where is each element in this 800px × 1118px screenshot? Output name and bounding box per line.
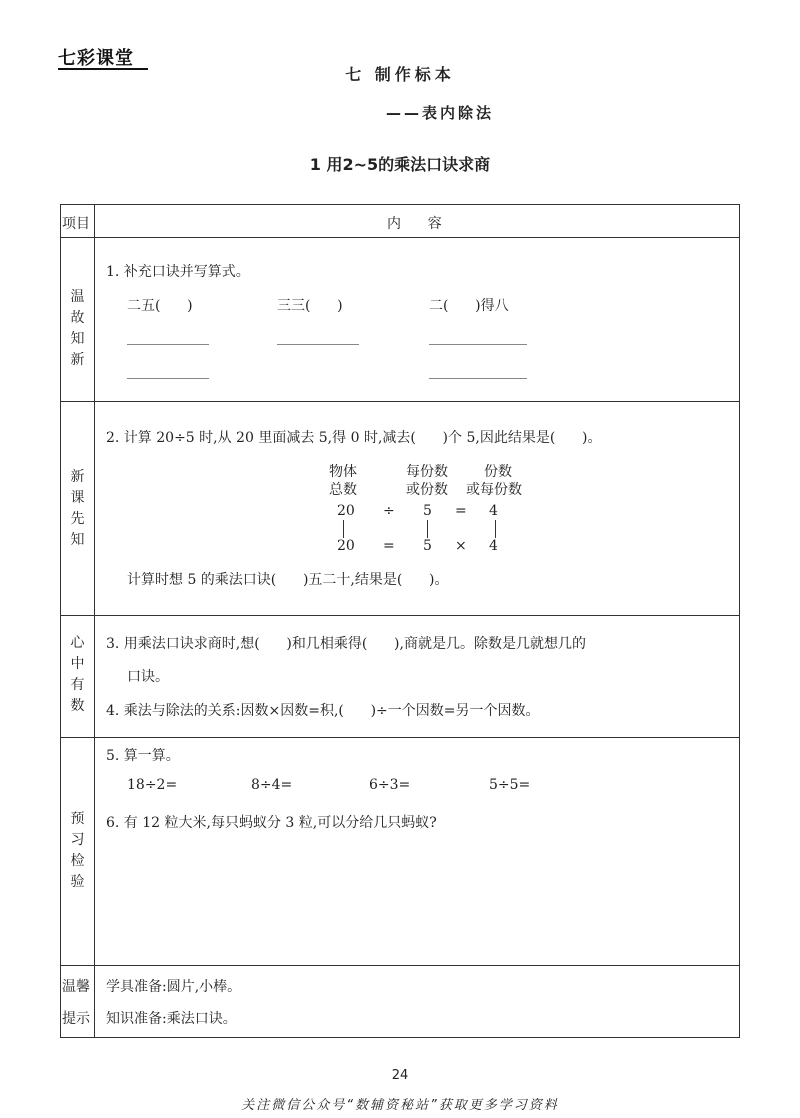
chapter-subtitle: ——表内除法 [386,104,495,122]
diagram-bottom-20: 20 [337,538,355,554]
row-label-char: 心 [70,635,85,651]
diagram-bottom-eq: = [383,538,395,554]
row-label-char: 有 [70,677,85,693]
question-3-line-1: 3. 用乘法口诀求商时,想( )和几相乘得( ),商就是几。除数是几就想几的 [106,636,586,652]
section-title: 1 用2~5的乘法口诀求商 [309,155,491,174]
row-label-tips-2: 提示 [62,1011,90,1027]
tip-1: 学具准备:圆片,小棒。 [106,979,242,995]
row-label-char: 新 [70,469,85,485]
diagram-head-2b: 或份数 [406,482,448,498]
diagram-head-3b: 或每份数 [466,482,522,498]
row-label-char: 数 [70,698,85,714]
answer-line[interactable] [127,378,209,379]
tip-2: 知识准备:乘法口诀。 [106,1011,237,1027]
diagram-bar [427,520,428,538]
diagram-head-3: 份数 [484,464,512,480]
question-1: 1. 补充口诀并写算式。 [106,264,250,280]
row-label-char: 知 [70,532,85,548]
question-2: 2. 计算 20÷5 时,从 20 里面减去 5,得 0 时,减去( )个 5,因此结果是( )。 [106,430,602,446]
diagram-top-4: 4 [489,503,498,519]
row-label-char: 先 [70,511,85,527]
row-label-char: 课 [70,490,85,506]
fill-blank-2: 三三( ) [277,298,343,314]
diagram-top-20: 20 [337,503,355,519]
row-label-char: 温 [70,289,85,305]
diagram-bar [343,520,344,538]
page-number: 24 [391,1068,409,1083]
question-4: 4. 乘法与除法的关系:因数×因数=积,( )÷一个因数=另一个因数。 [106,703,540,719]
calc-3: 6÷3= [369,777,411,793]
footer-note: 关注微信公众号“数辅资秘站”获取更多学习资料 [241,1098,559,1113]
answer-line[interactable] [277,344,359,345]
diagram-top-5: 5 [423,503,432,519]
diagram-top-eq: = [455,503,467,519]
diagram-bottom-4: 4 [489,538,498,554]
row-label-char: 新 [70,352,85,368]
diagram-head-1b: 总数 [329,482,357,498]
row-label-review [61,287,94,371]
row-label-char: 检 [70,853,85,869]
header-item: 项目 [62,216,90,232]
worksheet-table [60,204,740,1038]
row-divider [61,401,739,402]
row-label-char: 预 [70,811,85,827]
question-6: 6. 有 12 粒大米,每只蚂蚁分 3 粒,可以分给几只蚂蚁? [106,815,437,831]
diagram-head-2: 每份数 [406,464,448,480]
answer-line[interactable] [127,344,209,345]
row-label-tips-1: 温馨 [62,979,90,995]
column-divider [94,205,95,1037]
row-label-char: 中 [70,656,85,672]
row-label-char: 验 [70,874,85,890]
header-content: 内 容 [387,216,442,232]
calc-1: 18÷2= [127,777,178,793]
answer-line[interactable] [429,344,527,345]
diagram-head-1: 物体 [329,464,357,480]
row-divider [61,965,739,966]
question-3-line-2: 口诀。 [127,669,169,685]
row-label-heart [61,633,94,717]
answer-line[interactable] [429,378,527,379]
row-label-char: 知 [70,331,85,347]
fill-blank-3: 二( )得八 [429,298,509,314]
row-divider [61,737,739,738]
row-divider [61,237,739,238]
chapter-title: 七 制作标本 [345,65,455,84]
row-label-check [61,809,94,893]
row-label-char: 习 [70,832,85,848]
calc-2: 8÷4= [251,777,293,793]
calc-4: 5÷5= [489,777,531,793]
diagram-bar [495,520,496,538]
row-label-preview [61,467,94,551]
diagram-bottom-5: 5 [423,538,432,554]
diagram-bottom-times: × [455,538,467,554]
row-divider [61,615,739,616]
question-5: 5. 算一算。 [106,748,180,764]
row-label-char: 故 [70,310,85,326]
logo: 七彩课堂 [58,48,134,69]
question-2-end: 计算时想 5 的乘法口诀( )五二十,结果是( )。 [127,572,449,588]
diagram-top-div: ÷ [383,503,395,519]
fill-blank-1: 二五( ) [127,298,193,314]
